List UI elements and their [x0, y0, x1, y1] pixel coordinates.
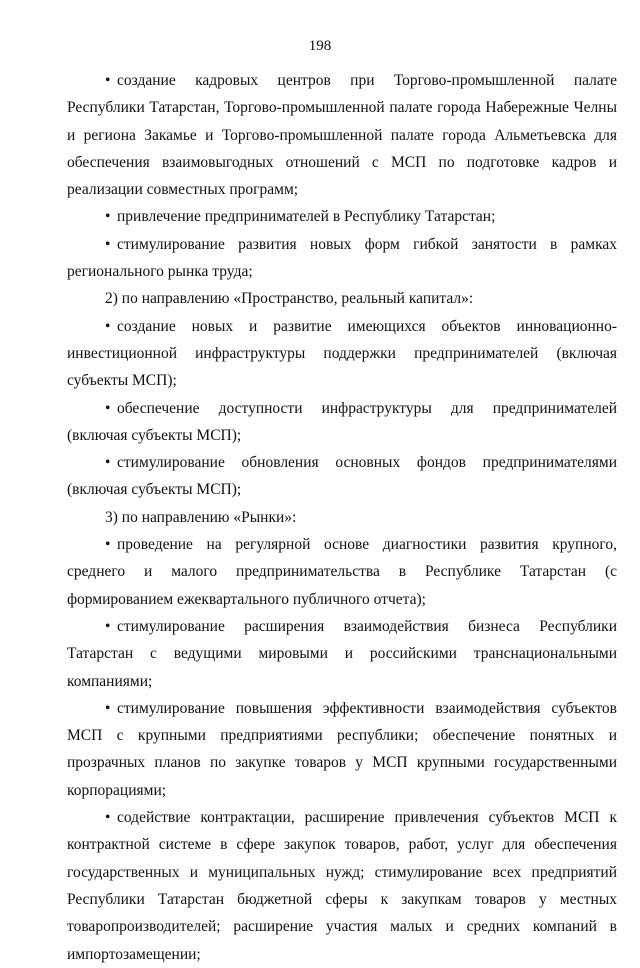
list-item — [67, 449, 617, 504]
list-item — [67, 313, 617, 395]
list-item — [67, 613, 617, 695]
list-item-text: создание кадровых центров при Торгово-промышленной палате Республики Татарстан, Торгово-промышленной палате города Набережные Челны и региона Закамье и Торгово-промышленной палате города Альметьевска для обеспечения взаимовыгодных отношений с МСП по подготовке кадров и реализации совместных программ; — [67, 72, 617, 199]
list-item-text: привлечение предпринимателей в Республику Татарстан; — [117, 208, 496, 226]
list-item — [67, 203, 617, 230]
list-item-text: стимулирование повышения эффективности взаимодействия субъектов МСП с крупными предприятиями республики; обеспечение понятных и прозрачных планов по закупке товаров у МСП крупными государственными корпорациями; — [67, 699, 617, 799]
list-item-text: создание новых и развитие имеющихся объектов инновационно-инвестиционной инфраструктуры поддержки предпринимателей (включая субъекты МСП); — [67, 317, 617, 390]
list-item-text: стимулирование расширения взаимодействия бизнеса Республики Татарстан с ведущими мировыми и российскими транснациональными компаниями; — [67, 617, 617, 690]
bullet-icon: • — [105, 536, 111, 554]
list-item — [67, 395, 617, 450]
section-heading: 3) по направлению «Рынки»: — [105, 508, 297, 526]
bullet-icon: • — [105, 208, 111, 226]
bullet-icon: • — [105, 617, 111, 635]
list-item-text: проведение на регулярной основе диагностики развития крупного, среднего и малого предпринимательства в Республике Татарстан (с формированием ежеквартального публичного отчета); — [67, 536, 617, 608]
list-item-text: обеспечение доступности инфраструктуры для предпринимателей (включая субъекты МСП); — [67, 399, 617, 444]
bullet-icon: • — [105, 699, 111, 717]
bullet-icon: • — [105, 317, 111, 335]
bullet-icon: • — [105, 72, 111, 89]
bullet-icon: • — [105, 399, 111, 417]
list-item — [67, 695, 617, 804]
list-item — [67, 67, 617, 203]
list-item-text: содействие контрактации, расширение привлечения субъектов МСП к контрактной системе в сфере закупок товаров, работ, услуг для обеспечения государственных и муниципальных нужд; стимулирование всех предприятий Республики Татарстан бюджетной сферы к закупкам товаров у местных товаропроизводителей; расширение участия малых и средних компаний в импортозамещении; — [67, 809, 617, 963]
bullet-icon: • — [105, 809, 111, 827]
list-item — [67, 231, 617, 286]
list-item — [67, 804, 617, 968]
bullet-icon: • — [105, 235, 111, 253]
page-number: 198 — [308, 38, 332, 54]
list-item-text: стимулирование обновления основных фондов предпринимателями (включая субъекты МСП); — [67, 454, 617, 499]
bullet-icon: • — [105, 454, 111, 472]
document-body — [67, 67, 617, 968]
list-item — [67, 531, 617, 613]
section-heading: 2) по направлению «Пространство, реальный капитал»: — [105, 290, 474, 308]
list-item-text: стимулирование развития новых форм гибкой занятости в рамках регионального рынка труда; — [67, 235, 617, 281]
